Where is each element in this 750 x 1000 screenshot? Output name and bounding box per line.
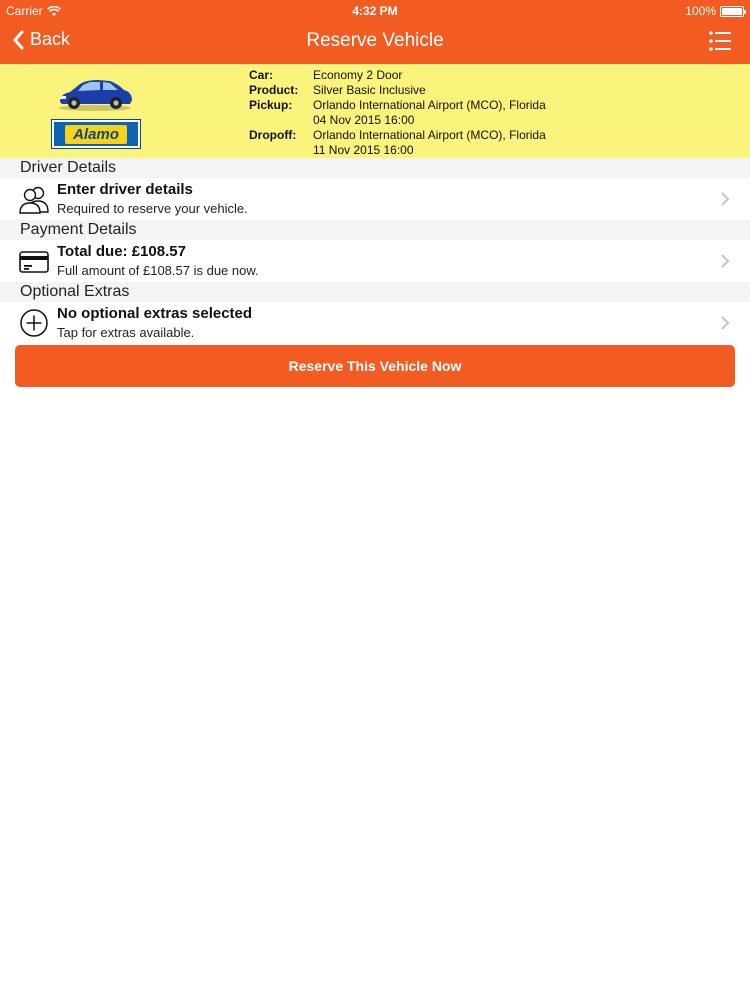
car-details-table — [249, 68, 573, 158]
status-bar — [0, 0, 750, 20]
product-label: Product: — [249, 83, 299, 97]
battery-icon — [720, 6, 744, 17]
battery-label: 100% — [685, 4, 716, 18]
car-value: Economy 2 Door — [313, 68, 403, 82]
payment-details-header: Payment Details — [0, 220, 750, 240]
page-title: Reserve Vehicle — [306, 30, 444, 51]
dropoff-label: Dropoff: — [249, 128, 297, 142]
payment-details-subtitle: Full amount of £108.57 is due now. — [57, 263, 259, 278]
list-menu-icon[interactable] — [708, 29, 732, 53]
optional-extras-row[interactable] — [0, 302, 750, 344]
pickup-datetime: 04 Nov 2015 16:00 — [313, 113, 415, 127]
car-summary-panel — [0, 64, 750, 158]
pickup-location: Orlando International Airport (MCO), Florida — [313, 98, 546, 112]
navigation-bar — [0, 20, 750, 64]
car-detail-row — [249, 68, 573, 83]
optional-extras-subtitle: Tap for extras available. — [57, 325, 195, 340]
users-icon — [18, 184, 50, 214]
driver-details-row[interactable] — [0, 178, 750, 220]
pickup-label: Pickup: — [249, 98, 293, 112]
driver-details-subtitle: Required to reserve your vehicle. — [57, 201, 248, 216]
credit-card-icon — [18, 246, 50, 276]
battery-indicator — [685, 4, 744, 18]
optional-extras-title: No optional extras selected — [57, 305, 253, 322]
dropoff-detail-row — [249, 128, 573, 158]
optional-extras-header: Optional Extras — [0, 282, 750, 302]
driver-details-header: Driver Details — [0, 158, 750, 178]
car-image — [56, 76, 134, 112]
status-time: 4:32 PM — [352, 4, 398, 18]
pickup-detail-row — [249, 98, 573, 128]
chevron-right-icon — [720, 316, 730, 330]
product-detail-row — [249, 83, 573, 98]
total-due-title: Total due: £108.57 — [57, 243, 186, 260]
chevron-right-icon — [720, 192, 730, 206]
chevron-right-icon — [720, 254, 730, 268]
dropoff-location: Orlando International Airport (MCO), Florida — [313, 128, 546, 142]
driver-details-title: Enter driver details — [57, 181, 193, 198]
product-value: Silver Basic Inclusive — [313, 83, 426, 97]
top-bar — [0, 0, 750, 64]
add-circle-icon — [18, 308, 50, 338]
reserve-vehicle-button[interactable]: Reserve This Vehicle Now — [15, 345, 735, 387]
carrier-label: Carrier — [6, 4, 43, 18]
payment-details-row[interactable] — [0, 240, 750, 282]
car-label: Car: — [249, 68, 274, 82]
dropoff-datetime: 11 Nov 2015 16:00 — [313, 143, 414, 157]
alamo-logo-text: Alamo — [65, 125, 127, 144]
alamo-logo — [52, 120, 140, 148]
back-label: Back — [30, 29, 71, 49]
